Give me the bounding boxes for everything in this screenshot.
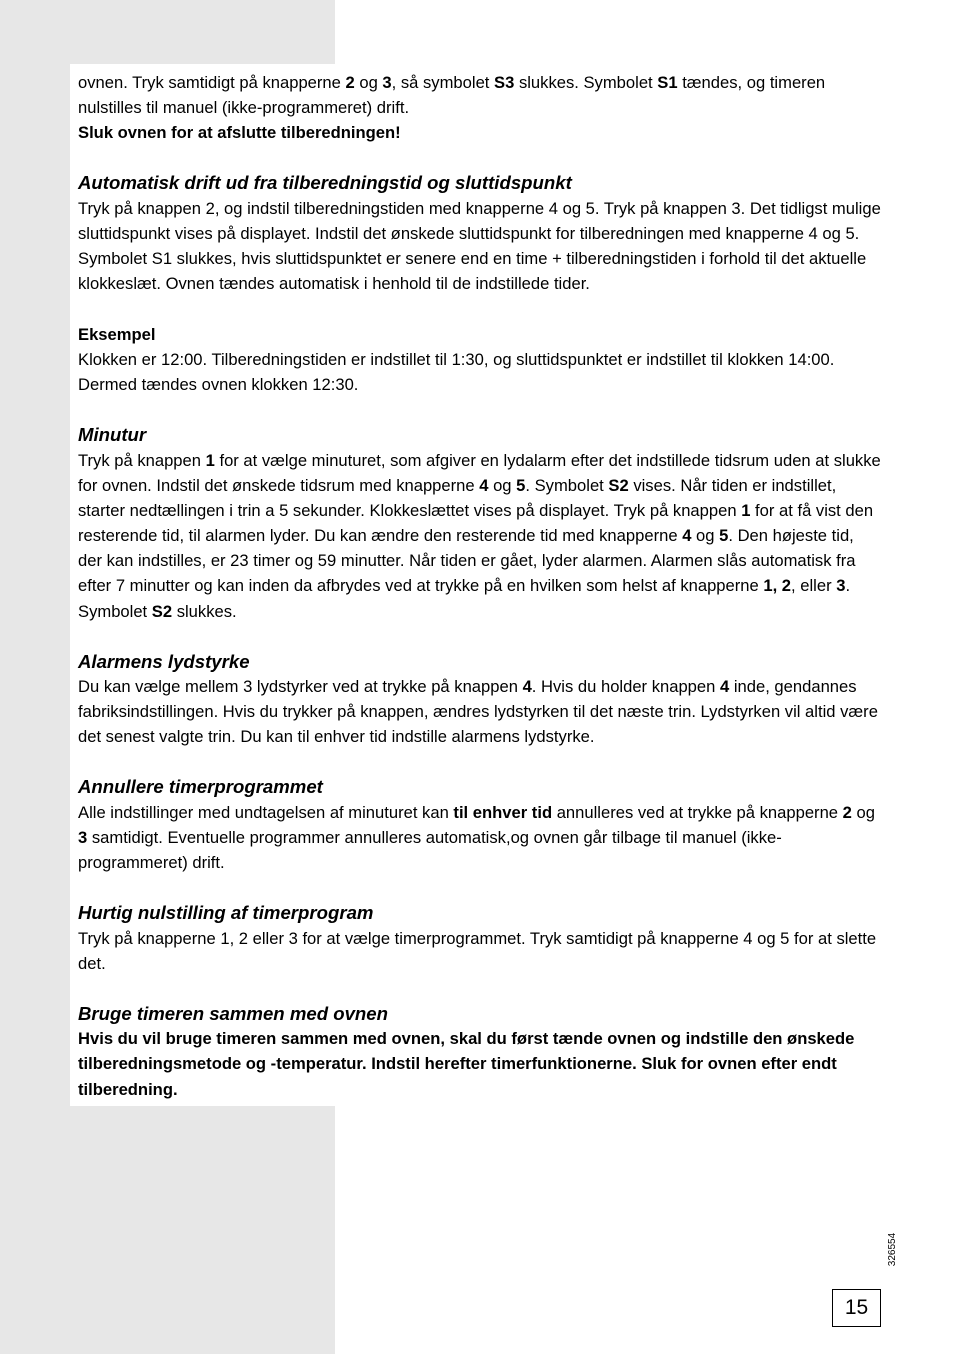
bold-text: S2	[151, 601, 173, 621]
text: . Hvis du holder knappen	[531, 677, 720, 697]
bold-text: 5	[516, 476, 526, 496]
bold-text: 1, 2	[763, 576, 792, 596]
text: Alle indstillinger med undtagelsen af minuturet kan	[78, 802, 454, 822]
intro-paragraph	[78, 70, 882, 120]
text: samtidigt. Eventuelle programmer annulleres automatisk,og ovnen går tilbage til manuel (ikke-programmeret) drift.	[78, 827, 782, 873]
text: slukkes. Symbolet	[514, 73, 658, 92]
section-text-minutur	[78, 448, 882, 624]
section-heading-cancel: Annullere timerprogrammet	[78, 776, 323, 798]
section-text-together: Hvis du vil bruge timeren sammen med ovnen, skal du først tænde ovnen og indstille den ønskede tilberedningsmetode og -temperatur. Indstil herefter timerfunktionerne. Sluk for ovnen efter endt tilberedning.	[78, 1029, 855, 1099]
bold-text: 4	[682, 526, 692, 546]
text: , eller	[791, 576, 837, 596]
document-code-text: 326554	[887, 1232, 899, 1267]
text: og	[691, 526, 720, 546]
page-content	[70, 64, 882, 1106]
example-heading: Eksempel	[78, 325, 156, 345]
bold-text: 4	[719, 677, 730, 697]
bold-text: 4	[479, 476, 489, 496]
bold-text: S3	[494, 73, 515, 92]
bold-text: S2	[608, 476, 629, 496]
text: . Symbolet	[78, 576, 851, 621]
section-heading-volume: Alarmens lydstyrke	[78, 650, 250, 672]
bold-text: S1	[657, 73, 678, 92]
bold-text: 3	[382, 73, 392, 92]
page-number: 15	[832, 1289, 881, 1327]
section-text-auto: Tryk på knappen 2, og indstil tilberedningstiden med knapperne 4 og 5. Tryk på knappen 3. Det tidligst mulige sluttidspunkt vises på displayet. Indstil det ønskede sluttidspunkt for tilberedningen med knapperne 4 og 5. Symbolet S1 slukkes, hvis sluttidspunktet er senere end en time + tilberedningstiden i forhold til det aktuelle klokkeslæt. Ovnen tændes automatisk i henhold til de indstillede tider.	[78, 198, 881, 294]
text: for at få vist den resterende tid, til alarmen lyder. Du kan ændre den resterende tid med knapperne	[78, 501, 874, 546]
section-heading-reset: Hurtig nulstilling af timerprogram	[78, 902, 374, 924]
bold-text: 4	[522, 677, 532, 697]
text: ovnen. Tryk samtidigt på knapperne	[78, 73, 346, 92]
bold-text: 2	[842, 802, 852, 822]
section-heading-minutur: Minutur	[78, 424, 147, 446]
document-code	[884, 1230, 908, 1270]
bold-text: 3	[78, 827, 88, 847]
text: Tryk på knappen	[78, 450, 206, 470]
text: tændes, og timeren nulstilles til manuel (ikke-programmeret) drift.	[78, 73, 826, 118]
bold-text: 5	[719, 526, 729, 546]
intro-note: Sluk ovnen for at afslutte tilberedningen!	[78, 123, 401, 143]
text: og	[488, 476, 517, 496]
bold-text: 2	[345, 73, 355, 92]
text: annulleres ved at trykke på knapperne	[552, 802, 843, 822]
section-text-reset: Tryk på knapperne 1, 2 eller 3 for at vælge timerprogrammet. Tryk samtidigt på knapperne 4 og 5 for at slette det.	[78, 928, 877, 973]
text: slukkes.	[172, 601, 237, 621]
text: , så symbolet	[391, 73, 495, 92]
section-text-cancel	[78, 800, 882, 875]
example-text: Klokken er 12:00. Tilberedningstiden er indstillet til 1:30, og sluttidspunktet er indstillet til klokken 14:00. Dermed tændes ovnen klokken 12:30.	[78, 350, 835, 395]
text: og	[851, 802, 875, 822]
text: inde, gendannes fabriksindstillingen. Hvis du trykker på knappen, ændres lydstyrken til det næste trin. Lydstyrken vil altid være det senest valgte trin. Du kan til enhver tid indstille alarmens lydstyrke.	[78, 677, 878, 747]
section-text-volume	[78, 674, 882, 749]
text: for at vælge minuturet, som afgiver en lydalarm efter det indstillede tidsrum uden at slukke for ovnen. Indstil det ønskede tidsrum med knapperne	[78, 450, 881, 496]
section-heading-auto: Automatisk drift ud fra tilberedningstid og sluttidspunkt	[78, 172, 572, 194]
text: . Den højeste tid, der kan indstilles, er 23 timer og 59 minutter. Når tiden er gået, lyder alarmen. Alarmen slås automatisk fra efter 7 minutter og kan inden da afbrydes ved at trykke på en hvilken som helst af knapperne	[78, 526, 856, 596]
section-heading-together: Bruge timeren sammen med ovnen	[78, 1002, 388, 1024]
bold-text: 1	[741, 501, 751, 521]
bold-text: 1	[205, 450, 215, 470]
bold-text: 3	[836, 576, 846, 596]
text: og	[354, 73, 383, 92]
text: vises. Når tiden er indstillet, starter nedtællingen i trin a 5 sekunder. Klokkeslættet vises på displayet. Tryk på knappen	[78, 476, 837, 521]
text: . Symbolet	[525, 476, 609, 496]
bold-text: til enhver tid	[453, 802, 553, 822]
text: Du kan vælge mellem 3 lydstyrker ved at trykke på knappen	[78, 677, 523, 697]
